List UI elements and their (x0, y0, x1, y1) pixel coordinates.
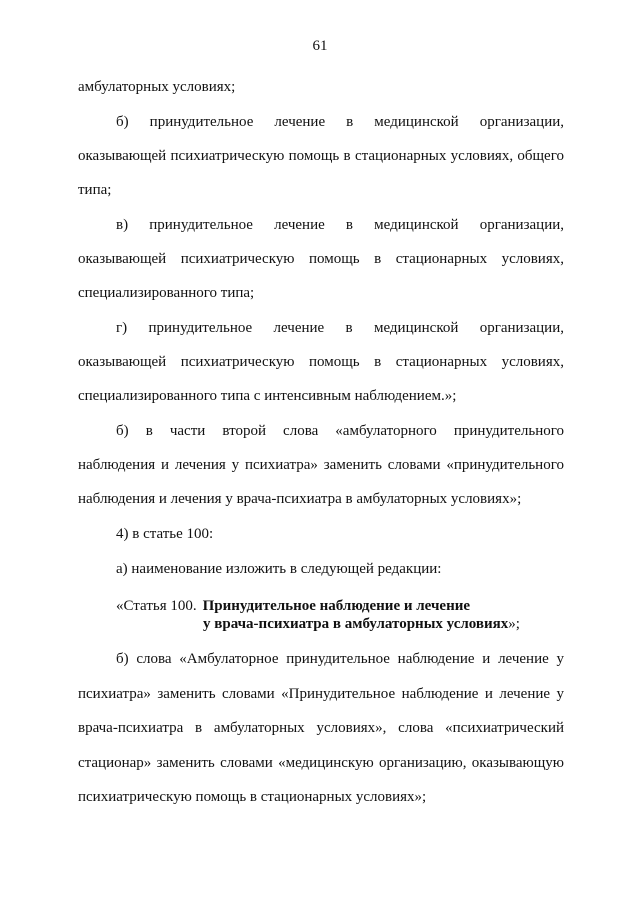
text-line: стационар» заменить словами «медицинскую организацию, оказывающую (78, 755, 564, 771)
page-number: 61 (312, 38, 328, 54)
article-heading-suffix: »; (508, 616, 520, 632)
article-heading-line2 (203, 615, 520, 633)
article-heading-prefix: «Статья 100. (116, 598, 197, 614)
text-line: наблюдения и лечения у психиатра» заменить словами «принудительного (78, 457, 564, 473)
text-line: наблюдения и лечения у врача-психиатра в амбулаторных условиях»; (78, 491, 522, 507)
text-line: специализированного типа; (78, 285, 255, 301)
text-line: б) принудительное лечение в медицинской организации, (116, 114, 564, 130)
text-line: оказывающей психиатрическую помощь в стационарных условиях, (78, 251, 564, 267)
text-line: б) слова «Амбулаторное принудительное наблюдение и лечение у (116, 651, 564, 667)
article-heading-title-line2: у врача-психиатра в амбулаторных условиях (203, 616, 509, 632)
text-line: а) наименование изложить в следующей редакции: (116, 561, 442, 577)
text-line: специализированного типа с интенсивным наблюдением.»; (78, 388, 457, 404)
text-line: амбулаторных условиях; (78, 79, 236, 95)
text-line: психиатрическую помощь в стационарных условиях»; (78, 789, 427, 805)
text-line: б) в части второй слова «амбулаторного принудительного (116, 423, 564, 439)
text-line: оказывающей психиатрическую помощь в стационарных условиях, (78, 354, 564, 370)
text-line: в) принудительное лечение в медицинской организации, (116, 217, 564, 233)
text-line: типа; (78, 182, 112, 198)
article-heading-title-line1: Принудительное наблюдение и лечение (202, 598, 471, 614)
article-heading (116, 597, 470, 615)
text-line: врача-психиатра в амбулаторных условиях», слова «психиатрический (78, 720, 564, 736)
text-line: оказывающей психиатрическую помощь в стационарных условиях, общего (78, 148, 564, 164)
text-line: 4) в статье 100: (116, 526, 214, 542)
text-line: психиатра» заменить словами «Принудительное наблюдение и лечение у (78, 686, 564, 702)
text-line: г) принудительное лечение в медицинской организации, (116, 320, 564, 336)
